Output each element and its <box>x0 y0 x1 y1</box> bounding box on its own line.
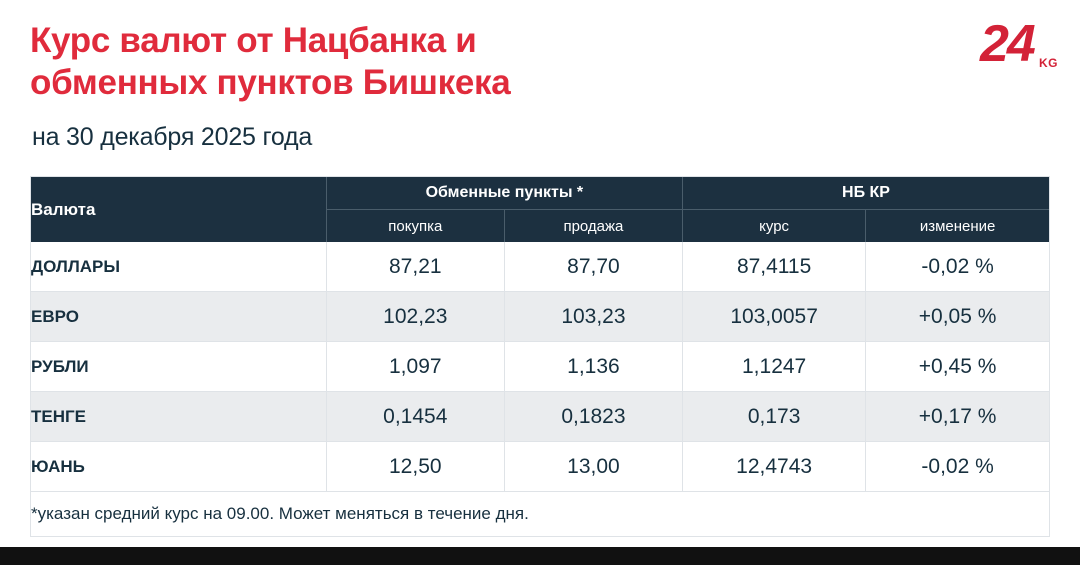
table-head <box>31 177 1049 242</box>
cell-currency: ЕВРО <box>31 292 326 342</box>
cell-rate: 87,4115 <box>683 242 866 292</box>
cell-change: +0,45 % <box>866 342 1049 392</box>
page-title <box>30 20 730 103</box>
cell-currency: РУБЛИ <box>31 342 326 392</box>
column-header-currency: Валюта <box>31 177 326 242</box>
header <box>0 0 1080 152</box>
logo-suffix: KG <box>1039 56 1058 70</box>
table-head-row-groups <box>31 177 1049 210</box>
cell-currency: ДОЛЛАРЫ <box>31 242 326 292</box>
column-header-buy: покупка <box>326 210 504 243</box>
page-subtitle: на 30 декабря 2025 года <box>32 123 313 152</box>
cell-rate: 1,1247 <box>683 342 866 392</box>
column-group-nbkr: НБ КР <box>683 177 1050 210</box>
column-header-sell: продажа <box>504 210 682 243</box>
cell-sell: 87,70 <box>504 242 682 292</box>
page-title-line-2: обменных пунктов Бишкека <box>30 62 511 102</box>
cell-buy: 12,50 <box>326 442 504 492</box>
table-body <box>31 242 1049 536</box>
table-row <box>31 342 1049 392</box>
column-group-exchange-points: Обменные пункты * <box>326 177 682 210</box>
cell-sell: 1,136 <box>504 342 682 392</box>
cell-sell: 0,1823 <box>504 392 682 442</box>
table-row <box>31 292 1049 342</box>
cell-change: +0,05 % <box>866 292 1049 342</box>
page-title-line-1: Курс валют от Нацбанка и <box>30 21 477 60</box>
cell-change: -0,02 % <box>866 242 1049 292</box>
cell-buy: 1,097 <box>326 342 504 392</box>
rates-table-container <box>30 176 1050 537</box>
cell-rate: 103,0057 <box>683 292 866 342</box>
cell-sell: 13,00 <box>504 442 682 492</box>
cell-change: +0,17 % <box>866 392 1049 442</box>
table-row <box>31 392 1049 442</box>
table-row <box>31 242 1049 292</box>
cell-rate: 0,173 <box>683 392 866 442</box>
cell-buy: 0,1454 <box>326 392 504 442</box>
rates-table <box>31 177 1049 536</box>
bottom-bar <box>0 547 1080 565</box>
cell-currency: ЮАНЬ <box>31 442 326 492</box>
logo-number: 24 <box>980 15 1034 73</box>
table-footnote-row <box>31 492 1049 537</box>
table-footnote: *указан средний курс на 09.00. Может меняться в течение дня. <box>31 492 1049 537</box>
cell-buy: 87,21 <box>326 242 504 292</box>
cell-change: -0,02 % <box>866 442 1049 492</box>
cell-buy: 102,23 <box>326 292 504 342</box>
cell-currency: ТЕНГЕ <box>31 392 326 442</box>
brand-logo-24kg <box>980 15 1058 74</box>
cell-rate: 12,4743 <box>683 442 866 492</box>
column-header-rate: курс <box>683 210 866 243</box>
cell-sell: 103,23 <box>504 292 682 342</box>
table-row <box>31 442 1049 492</box>
column-header-change: изменение <box>866 210 1049 243</box>
